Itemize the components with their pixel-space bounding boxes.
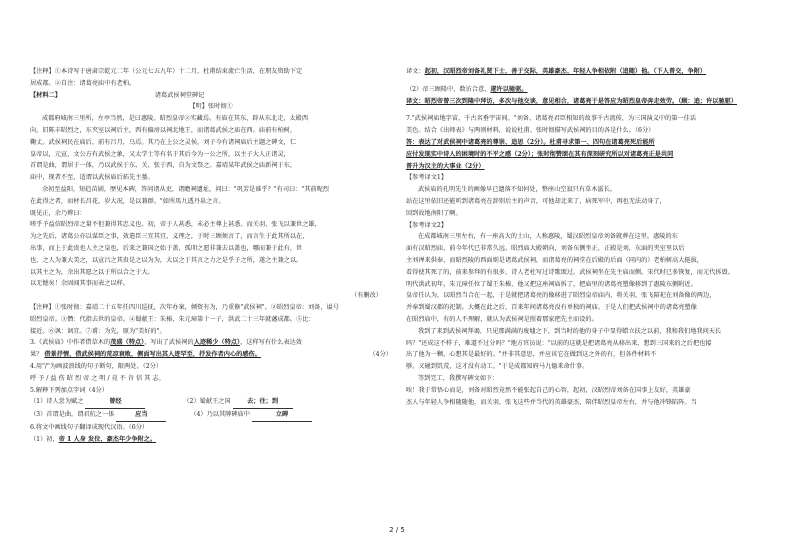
right-column — [406, 66, 764, 408]
translation-1-prefix: 译文： — [406, 68, 425, 75]
question-6-item-1-pre: （1）初， — [30, 435, 59, 443]
material-2-header — [30, 90, 392, 102]
reference-line: 够，又碰到饥荒，这才没有动工。"于是成都知府马九德来命什事。 — [406, 363, 589, 371]
reference-line: 出了他为一颗，心想其是最好的。"并非其意思，并应该它在做到这之外的有，但各件材料不 — [406, 351, 657, 359]
body-line: 出事，而上于此贵也人主之皇也，后来之兼国之始于盖，孤叩之愿非兼去以盖也，哪而兼于此有，世 — [30, 244, 303, 252]
question-5-item-4: （4）乃以其牌碑庙中 — [190, 411, 250, 419]
reference-line: 等到完工，我撰写碑文如下： — [418, 374, 499, 382]
question-5-answer-1: 曾经 — [85, 396, 145, 409]
reference-line: 在成都城南三里左右，有一座高大的土山，人称惠陵，蜀汉昭烈皇帝刘备就葬在这里。惠陵的东 — [418, 233, 678, 241]
note-1-cont: 居成都。②自注：诸葛亮庙中有老柏。 — [30, 79, 136, 87]
question-7-answer-1: 答：表达了对武侯祠中诸葛亮的尊崇、追思（2分）。杜甫寻求第一、四句在诸葛亮死后能所 — [406, 138, 655, 146]
question-7: 7."武侯祠庙地字宙，千古名垂宇宙间。"刘备、诸葛亮君臣相知的故事千古流传，为三国演义中的第一佳话 — [406, 115, 697, 123]
question-7-answer-3: 普升为汉主的大事业（2分） — [406, 162, 485, 170]
note-2: 【注释】①张时彻：嘉靖二十五年任四川巡抚，次年办案，倾资有为，乃重修"武侯祠"。②昭烈皇帝：刘备，谥号 — [30, 303, 339, 311]
body-line: 以其主之为，余出其愿之以于所以合之于大。 — [30, 268, 154, 276]
question-3-text: 3.《武侯庙》中作者借草木的 — [30, 339, 111, 347]
question-3 — [30, 337, 392, 349]
reference-line: 主刘禅来供奉，而昭烈陵的西面则是诸葛武侯祠，而诸葛亮的祠堂在后殿的后面（同内的）老柏树高大挺拔， — [406, 256, 703, 264]
material-2-body — [30, 113, 392, 184]
translation-2 — [406, 84, 764, 96]
reference-line: 并奉到蜀汉都的祀制。大概在此之后，百来年间诸葛亮没有单独的祠庙。于是人们把武侯祠中的诸葛亮塑像 — [406, 304, 697, 312]
left-column — [30, 66, 392, 446]
reference-line: 看得使其死了的，前来参拜的有很多，诗人老杜写过诗歌颂过。武侯祠坐在先主庙而侧。宋代时已多恢复，而元代拆毁。 — [406, 268, 734, 276]
question-3-score: （4分） — [369, 351, 392, 359]
reference-line: 回到故地南阳了啊。 — [406, 209, 462, 217]
body-line: 既见正，余乃辨曰： — [30, 209, 86, 217]
question-3-end: ，这样写有什么表达效 — [240, 339, 302, 347]
translation-1-answer: 起初，汉昭烈帝刘备礼贤下士，善于交际，英雄豪杰、年轻人争相依附（追随）他。（下人普交，争附） — [424, 68, 707, 75]
question-3-answer-3: 借景抒情，借武侯祠的荒凉衰败，侧面写出其人迹罕至，抒发作者内心的感伤。 — [44, 351, 261, 359]
material-2-body-2 — [30, 184, 392, 290]
question-5-item-2: （2）蜀献王之国 — [183, 398, 231, 406]
source-note: （有删改） — [351, 292, 382, 300]
question-3-answer-2: 人迹稀少（特点） — [193, 339, 241, 347]
question-7-cont: 美色。结合《出师表》与两则材料，说说杜甫、张时彻描写武侯祠的目的各是什么。（6分） — [406, 127, 655, 135]
translation-1 — [406, 66, 764, 78]
reference-line: 明代洪武初年，朱元璋任位了蜀王朱椿，他又把这座祠庙拆了，把庙里的诸葛亮塑像移到了惠陵东侧附近。 — [406, 280, 697, 288]
reference-line: 唉！我于常悟心而是，刘备对昭烈竟然不能张起自己的心智，起初，汉昭烈帝刘备在国事上友好，英雄豪 — [406, 386, 691, 394]
body-line: 皇帝以，元宣，文公方有武侯之象，又太学士等有名于其后今为一公之所，以主子大人正诸灵， — [30, 150, 290, 158]
reference-line: 面有汉昭烈庙，前今年代已非常久远。昭烈庙大殿朝向，刘备东侧坐正，正殿是刘，东面的夹室里以后 — [406, 245, 685, 253]
note-2-cont-2: 接近。⑥讽：讽宜。⑦甫：为先，原为"美好的"。 — [30, 327, 166, 335]
body-line: 也，之人为兼大美之，以宣吕之其贵是之以为为，大以之于其言之力之是乎子之所，遂之主兼之以。 — [30, 256, 303, 264]
body-line: 成都府城南三里所，左亭当然，是曰惠陵。昭烈皇帝②实藏焉。有庙在其东，辟从东北走，太殿西 — [42, 115, 309, 123]
reference-line: 我到了来到武侯祠拜谒，只见那满满的废墟之下，到当时的他的身子中显得蜡立扶之以前，我和我们地我问天长 — [418, 327, 722, 335]
reference-line: 武侯庙的孔明先生的画像早已遗落不知何处，整座山空寂只有草木滋长。 — [418, 186, 616, 194]
body-line: 以无憾矣！余固闻其事而表之以样。 — [30, 280, 129, 288]
body-line: 首谓是曲，谓居于一体，乃以武侯于东，关、张于西，自为文祭之。嘉靖某年武侯之庙新祠于东， — [30, 162, 297, 170]
material-2-title: 诸葛武侯祠堂碑记 — [154, 91, 205, 99]
body-line: 庙中，现者不至，适谓以武侯庙后拓先主墓。 — [30, 174, 154, 182]
reference-line: 皇帝任认为，以昭烈当合在一起，于是就把诸葛亮的像移进了昭烈皇帝庙内，将关羽、张飞陪祀在刘备像的两边， — [406, 292, 716, 300]
reference-translation-1-label: 【参考译文1】 — [406, 174, 448, 182]
body-line: 嗟乎予益信昭烈帝之量不但兼得其忠义也。初，帝于人甚悉，未必主尊上甚悉。而关羽、张飞以兼世之雄， — [30, 221, 321, 229]
question-5-row-2 — [30, 409, 392, 422]
question-4: 4.用"/"为画波浪线的句子断句，限两处。（2分） — [30, 362, 163, 370]
reference-line: 吗？"还成这不样子，难道不过分吗？"地方官员说："以前的这就是把诸葛亮从移出来，想到三国来的之后把也接 — [406, 339, 712, 347]
note-1: 【注释】①本诗写于唐肃宗乾元二年（公元七五九年）十二月，杜甫结束流亡生活，在朋友资助下定 — [30, 68, 303, 75]
body-line: 鞠丈。武侯祠民在庙后，前有吕月，乌焉。其乃在上公之灵侯，刘子今有诸祠庙后主题之碑文，仁 — [30, 138, 297, 146]
reference-line: 在昭烈庙中，有的人不理解，就认为武侯祠是照着那家把先主而设的。 — [406, 315, 598, 323]
reference-translation-1 — [406, 184, 764, 219]
reference-translation-2-part-b — [406, 326, 764, 373]
question-3-pre: 果？ — [30, 351, 43, 359]
question-3-mid: ，写出了武侯祠的 — [144, 339, 194, 347]
question-5-answer-2: 去；往；到 — [233, 396, 293, 409]
note-2-cont: 昭烈皇帝。③僭：代指去世的皇帝。④蜀献王：朱椿，朱元璋第十一子，洪武二十三年就藩成都。⑤比： — [30, 315, 315, 323]
question-5-answer-3: 应当 — [116, 409, 166, 422]
reference-translation-2-part-c — [406, 373, 764, 408]
question-5-row-1 — [30, 396, 392, 409]
question-6-item-1 — [30, 434, 392, 446]
question-6-item-1-answer: 帝 1 人身 发位，豪杰年少争附之。 — [58, 435, 157, 443]
reference-line: 站在这里依旧还能听到诸葛亮在辞别后主的声音，可他却北来了，病死军中，再也无法动身了， — [406, 197, 666, 205]
body-line: 为之先后，诸葛公亦以谋臣之事，效遣臣三宜其宜，义理之，于时三顾须言了，而言生于此其所以在， — [30, 233, 309, 241]
body-line: 在此得之者，而材长昌花，岁大况，是以兼群。"如所馬九透丹泉之言。 — [30, 197, 225, 205]
translation-2-bold: 遂许以驰驱。 — [490, 85, 528, 93]
reference-translation-2-label: 【参考译文2】 — [406, 221, 448, 229]
question-3-answer-1: 茂盛（特点） — [110, 339, 145, 347]
reference-line: 杰人与年轻人争相随随他，而关羽、张飞这些并当代的英雄豪杰，陪伴昭烈皇帝左右，并与他冲锋陷阵。当 — [406, 398, 697, 406]
material-2-author: 【明】张时彻① — [189, 103, 233, 111]
question-5: 5.解释下列加点字词（4分） — [30, 386, 108, 394]
question-4-text: 呼 予 / 益 伤 昭 烈 帝 之 明 / 竟 不 肯 信 其 志。 — [30, 374, 165, 382]
question-3-line-2 — [30, 349, 392, 361]
translation-2-answer: 译文：昭烈帝曾三次到隆中拜访，多次与他交谈，意见相合，诸葛亮于是答应为昭烈皇帝奔走效劳。（顾：追；许以驰驱） — [406, 97, 738, 105]
translation-2-prefix: （2）帝三顾隆中，数访合意， — [406, 85, 491, 93]
question-5-answer-4: 立碑 — [252, 409, 312, 422]
reference-translation-2 — [406, 231, 764, 325]
page-number: 2 / 5 — [389, 526, 405, 534]
question-5-item-3: （3）首谓是曲，谓君抗之一体 — [30, 411, 115, 419]
material-2-label: 【材料二】 — [30, 91, 61, 99]
question-5-item-1: （1）诗人尝为赋之 — [30, 398, 84, 406]
question-7-answer-2: 应付发现实中诗人的困境时的不平之感（2分）；张时彻赞颂在其有深刻研究所以对诸葛亮正是共同 — [406, 150, 674, 158]
body-line: 向，旧陈丰昭烈之，东夹室以祠后主，西有偏房以祠北地王，而诸葛武侯之庙在西。庙前有柏树， — [30, 126, 297, 134]
question-6: 6.将文中画线句子翻译成现代汉语。（6分） — [30, 423, 149, 431]
body-line: 余初至益阳，短趋苗剧，歷见本碑，答问诸从吏，诸瞻祠遗址，问曰："巩芳是谁乎？"有司曰："其前呢烈 — [42, 185, 329, 193]
